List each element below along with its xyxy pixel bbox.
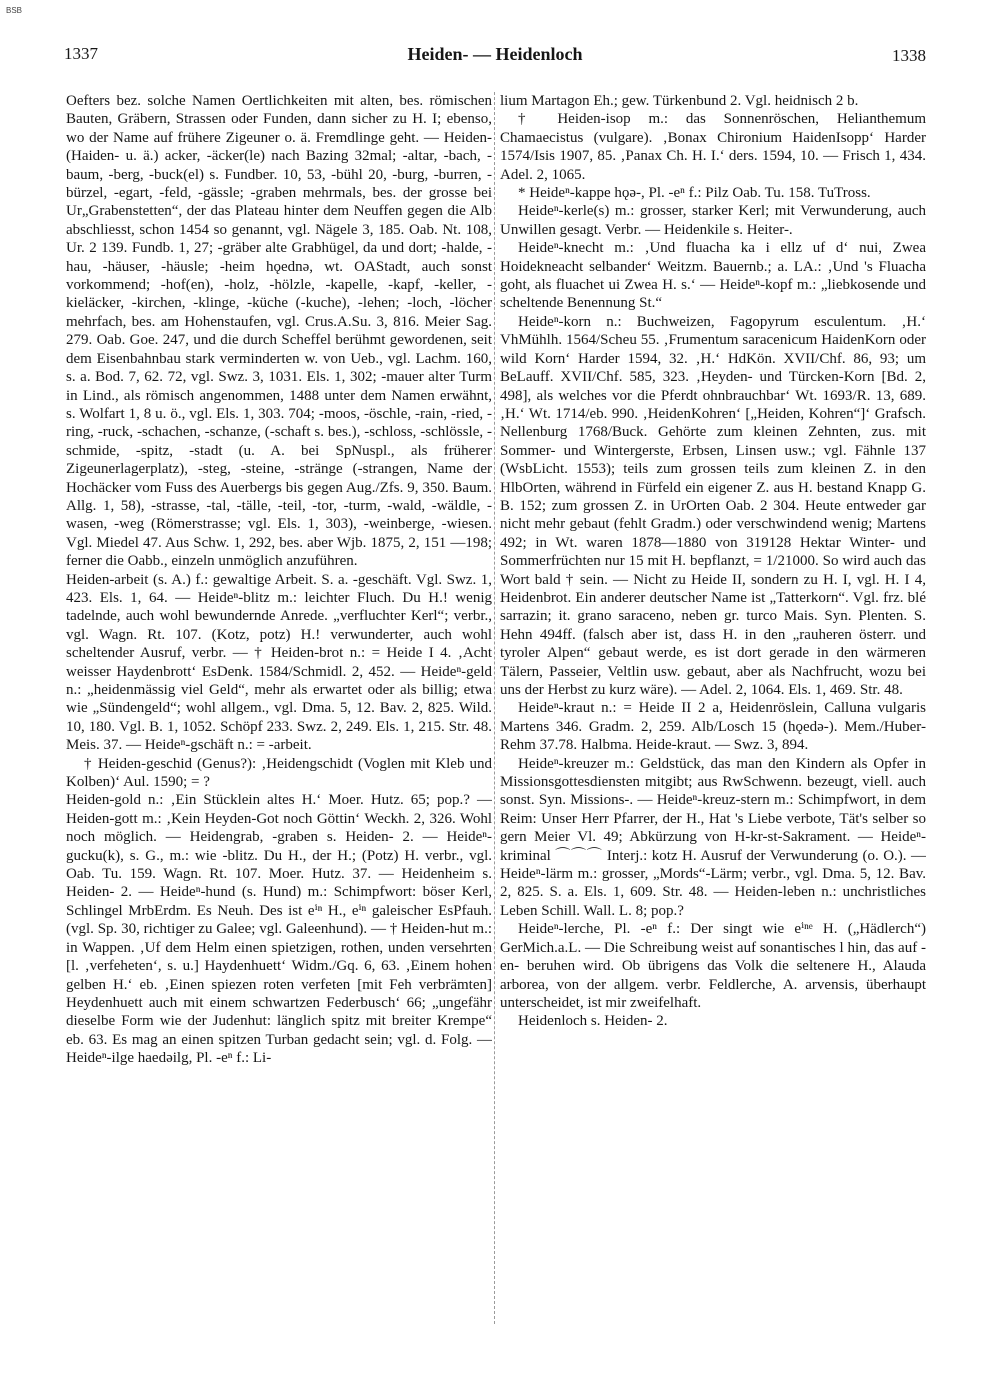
entry-paragraph: Heideⁿ-kraut n.: = Heide II 2 a, Heidenröslein, Calluna vulgaris Martens 346. Gradm. 2, 259. Alb/Losch 15 (hǫedə-). Mem./Huber-Rehm 37.78. Halbma. Heide-kraut. — Swz. 3, 894. bbox=[500, 700, 926, 754]
entry-paragraph: * Heideⁿ-kappe hǫə-, Pl. -eⁿ f.: Pilz Oab. Tu. 158. TuTross. bbox=[518, 185, 871, 202]
page-number-left: 1337 bbox=[64, 44, 98, 63]
entry-paragraph: Heideⁿ-korn n.: Buchweizen, Fagopyrum esculentum. ‚H.‘ VhMühlh. 1564/Scheu 55. ‚Frumentum saracenicum HaidenKorn oder wild Korn‘ Harder 1594, 32. ‚H.‘ HdKön. XVII/Chf. 86, 93; um BeLauff. XVII/Chf. 585, 323. ‚Heyden- und Türcken-Korn [Bd. 2, 498], als welches vor die Pferdt ohnbrauchbar‘ Wt. 1693/R. 13, 689. ‚H.‘ Wt. 1714/eb. 990. ‚HeidenKohren‘ [„Heiden, Kohren“]‘ Grafsch. Nellenburg 1768/Buck. Gehörte zum kleinen Zehnten, zus. mit Sommer- und Wintergerste, Erbsen, Linsen usw.; vgl. Fähnle 137 (WsbLicht. 1553); teils zum grossen teils zum kleinen Z. in den HlbOrten, während in Fürfeld ein eigener Z. aus H. bestand Knapp G. B. 152; zum grossen Z. in UrOrten Oab. 2 304. Heute entweder gar nicht mehr gebaut (fehlt Gradm.) oder verschwindend wenig; Martens 492; in Wt. waren 1878—1880 von 319128 Hektar Winter- und Sommerfrüchten nur 15 mit H. bepflanzt, = 1/21000. So wird auch das Wort bald † sein. — Nicht zu Heide II, sondern zu H. I, vgl. H. I 4, Heidenbrot. Ein anderer deutscher Name ist „Tatterkorn“. Vgl. frz. blé sarrazin; it. grano saraceno, neben gr. turco Mais. Syn. Plenten. S. Hehn 494ff. (falsch aber ist, dass H. in den „rauheren österr. und tyroler Alpen“ gebaut werde, es ist dort gerade in den wärmeren Tälern, Passeier, Veltlin usw. gebaut, aber als Nachfrucht, wozu bei uns der Herbst zu kurz wäre). — Adel. 2, 1064. Els. 1, 469. Str. 48. bbox=[500, 313, 926, 698]
entry-paragraph: Heidenloch s. Heiden- 2. bbox=[518, 1013, 668, 1030]
page-number-right: 1338 bbox=[892, 46, 926, 65]
library-stamp: BSB bbox=[6, 6, 23, 15]
entry-paragraph: Oefters bez. solche Namen Oertlichkeiten mit alten, bes. römischen Bauten, Gräbern, Strassen oder Funden, dann sicher zu H. I; ebenso, wo der Name auf frühere Zigeuner o. ä. Fremdlinge geht. — Heiden- (Haiden- u. ä.) acker, -äcker(le) nach Bazing 32mal; -altar, -bach, -baum, -berg, -buck(el) s. Fundber. 10, 53, -bühl 20, -burg, -burren, -bürzel, -egart, -feld, -gässle; -graben mehrmals, bes. der grosse bei Ur„Grabenstetten“, der das Plateau hinter dem Neuffen gegen die Alb abschliesst, schon 1454 so genannt, vgl. Nägele 3, 185. Oab. Nt. 108, Ur. 2 139. Fundb. 1, 27; -gräber alte Grabhügel, da und dort; -halde, -hau, -häuser, -häusle; -heim hǫednə, wt. OAStadt, auch sonst vorkommend; -hof(en), -holz, -hölzle, -kapelle, -kapf, -keller, -kieläcker, -kirchen, -klinge, -küche (-kuche), -lehen; -loch, -löcher mehrfach, bes. am Hohenstaufen, vgl. Crus.A.Su. 3, 816. Meier Sag. 279. Oab. Goe. 247, und die durch Scheffel berühmt gewordenen, seit dem Eisenbahnbau stark verminderten w. von Ueb., vgl. Lachm. 160, s. a. Bod. 7, 62. 72, vgl. Swz. 3, 1031. Els. 1, 302; -mauer alter Turm in Lind., als römisch angenommen, 1488 unter dem Namen erwähnt, s. Wolfart 1, 8 u. ö., vgl. Els. 1, 303. 704; -moos, -öschle, -rain, -ried, -ring, -ruck, -schachen, -schanze, (-schaft s. bes.), -schloss, -schlössle, -schmide, -spitz, -stadt (u. A. bei SpNuspl., als früherer Zigeunerlagerplatz), -steg, -steine, -stränge (-strangen, Name der Hochäcker vom Fuss des Auerbergs bis gegen Aug./Zfs. 9, 350. Baum. Allg. 1, 58), -strasse, -tal, -tälle, -teil, -tor, -turm, -wald, -wäldle, -wasen, -weg (Römerstrasse; vgl. Els. 1, 303), -weinberge, -wiesen. Vgl. Miedel 47. Aus Schw. 1, 292, bes. aber Wjb. 1875, 2, 151 —198; ferner die Oabb., einzeln unmöglich anzuführen. bbox=[66, 93, 492, 570]
page-header bbox=[64, 44, 926, 72]
entry-paragraph: † Heiden-geschid (Genus?): ‚Heidengschidt (Voglen mit Kleb und Kolben)‘ Aul. 1590; = ? bbox=[66, 755, 492, 791]
column-divider bbox=[494, 92, 495, 1324]
entry-paragraph: lium Martagon Eh.; gew. Türkenbund 2. Vgl. heidnisch 2 b. bbox=[500, 93, 859, 109]
right-column bbox=[500, 92, 926, 1031]
entry-paragraph: Heiden-arbeit (s. A.) f.: gewaltige Arbeit. S. a. -geschäft. Vgl. Swz. 1, 423. Els. 1, 64. — Heideⁿ-blitz m.: leichter Fluch. Du H.! wenig tadelnde, auch wohl bewundernde Anrede. „verfluchter Kerl“; verbr., vgl. Wagn. Rt. 107. (Kotz, potz) H.! verwunderter, auch wohl scheltender Ausruf, verbr. — † Heiden-brot n.: = Heide I 4. ‚Acht weisser Haydenbrott‘ EsDenk. 1584/Schmidl. 2, 452. — Heideⁿ-geld n.: „heidenmässig viel Geld“, mehr als erwartet oder als billig; etwa wie „Sündengeld“; wohl allgem., vgl. Dma. 5, 12. Bav. 2, 825. Wild. 10, 180. Vgl. B. 1, 1052. Schöpf 233. Swz. 2, 249. Els. 1, 215. Str. 48. Meis. 37. — Heideⁿ-gschäft n.: = -arbeit. bbox=[66, 571, 492, 754]
entry-paragraph: Heideⁿ-kerle(s) m.: grosser, starker Kerl; mit Verwunderung, auch Unwillen gesagt. Verbr. — Heidenkile s. Heiter-. bbox=[500, 203, 926, 238]
entry-paragraph: Heideⁿ-kreuzer m.: Geldstück, das man den Kindern als Opfer in Missionsgottesdiensten mitgibt; aus RwSchwenn. bezeugt, viell. auch sonst. Syn. Missions-. — Heideⁿ-kreuz-stern m.: Schimpfwort, in dem Reim: Unser Herr Pfarrer, der H., Hat 's Liebe verbote, Tät's selber so gern Meier Vl. 49; Abkürzung von H-kr-st-Sakrament. — Heideⁿ-kriminal ⌒⌒⌒ Interj.: kotz H. Ausruf der Verwunderung (o. O.). — Heideⁿ-lärm m.: grosser, „Mords“-Lärm; verbr., vgl. Dma. 5, 12. Bav. 2, 825. S. a. Els. 1, 609. Str. 48. — Heiden-leben n.: unchristliches Leben Schill. Wall. L. 8; pop.? bbox=[500, 755, 926, 919]
running-title: Heiden- — Heidenloch bbox=[407, 44, 583, 64]
entry-paragraph: Heideⁿ-knecht m.: ‚Und fluacha ka i ellz uf d‘ nui, Zwea Hoidekneacht selbander‘ Weitzm. Bauernb.; a. LA.: ‚Und 's Fluacha goht, als fluachet ui Zwea H. s.‘ — Heideⁿ-kopf m.: „liebkosende und scheltende Benennung St.“ bbox=[500, 240, 926, 312]
left-column bbox=[66, 92, 492, 1068]
entry-paragraph: † Heiden-isop m.: das Sonnenröschen, Helianthemum Chamaecistus (vulgare). ‚Bonax Chironium HaidenIsopp‘ Harder 1574/Isis 1907, 85. ‚Panax Ch. H. I.‘ ders. 1594, 10. — Frisch 1, 434. Adel. 2, 1065. bbox=[500, 111, 926, 183]
entry-paragraph: Heideⁿ-lerche, Pl. -eⁿ f.: Der singt wie eⁱⁿᵉ H. („Hädlerch“) GerMich.a.L. — Die Schreibung weist auf sonantisches l hin, das auf -en- beruhen wird. Ob übrigens das Volk die seltenere H., Alauda arborea, von der allgem. verbr. Feldlerche, A. arvensis, überhaupt unterscheidet, ist mir zweifelhaft. bbox=[500, 921, 926, 1011]
entry-paragraph: Heiden-gold n.: ‚Ein Stücklein altes H.‘ Moer. Hutz. 65; pop.? — Heiden-gott m.: ‚Kein Heyden-Got noch Göttin‘ Weckh. 2, 326. Wohl noch möglich. — Heidengrab, -graben s. Heiden- 2. — Heideⁿ-gucku(k), s. G., m.: wie -blitz. Du H., der H.; (Potz) H. verbr., vgl. Oab. Tu. 159. Wagn. Rt. 107. Moer. Hutz. 37. — Heidenheim s. Heiden- 2. — Heideⁿ-hund (s. Hund) m.: Schimpfwort: böser Kerl, Schlingel MrbErdm. Es Neuh. Des ist eⁱⁿ H., eⁱⁿ galeischer EsPfauh. (vgl. Sp. 30, richtiger zu Galee; vgl. Galeenhund). — † Heiden-hut m.: in Wappen. ‚Uf dem Helm einen spietzigen, rothen, unden versehrten [l. ‚verfeheten‘, s. u.] Haydenhuett‘ Widm./Gq. 6, 63. ‚Einem hohen gelben H.‘ eb. ‚Einen spiezen roten verfeten [mit Feh verbrämten] Heydenhuett auch mit einem schwartzen Federbusch‘ 66; „ungefähr dieselbe Form wie der Judenhut: länglich spitz mit breiter Krempe“ eb. 63. Es mag an einen spitzen Turban gedacht sein; vgl. d. Folg. — Heideⁿ-ilge haedəilg, Pl. -eⁿ f.: Li- bbox=[66, 792, 492, 1067]
